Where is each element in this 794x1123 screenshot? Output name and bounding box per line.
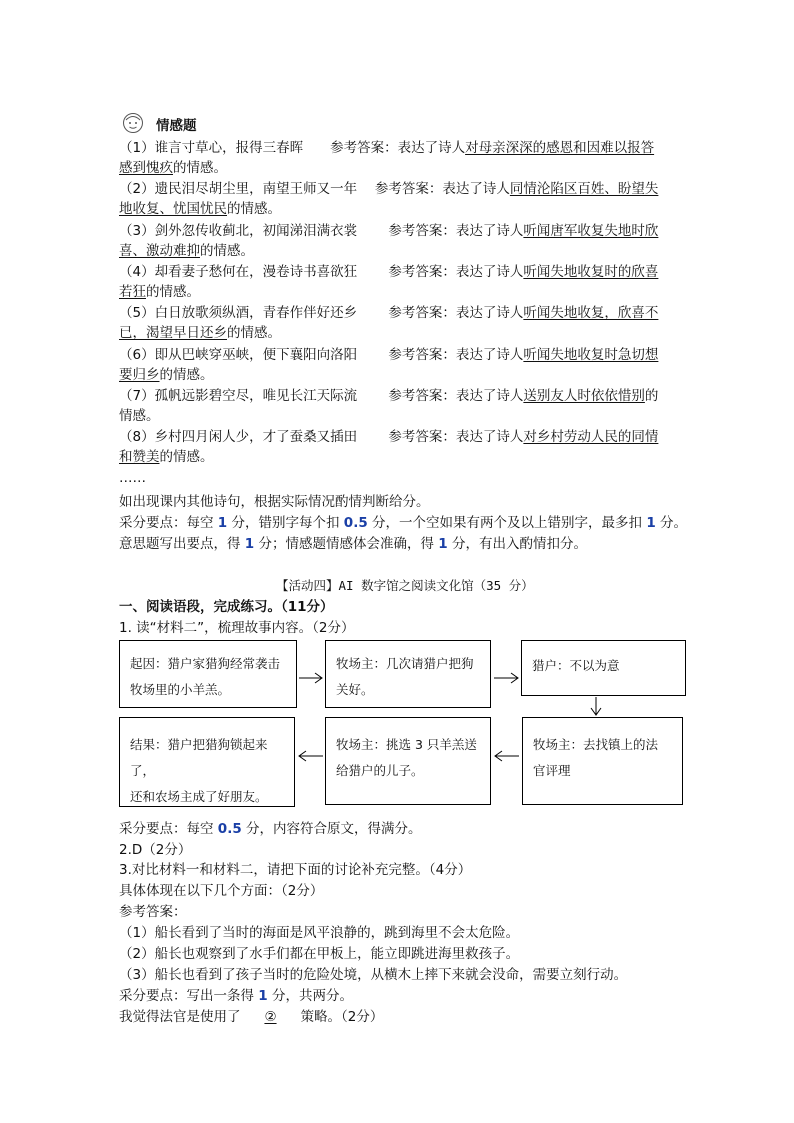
flow-box-hunter: 猎户：不以为意: [521, 640, 686, 696]
note-other-poems: 如出现课内其他诗句，根据实际情况酌情判断给分。: [119, 494, 430, 510]
answer-blank: ②: [264, 1009, 277, 1025]
question-2: 2.D（2分）: [119, 842, 192, 858]
question-1: 1. 读“材料二”，梳理故事内容。（2分）: [119, 620, 355, 636]
answer-item-line1: （4）却看妻子愁何在，漫卷诗书喜欲狂 参考答案：表达了诗人听闻失地收复时的欣喜: [119, 264, 659, 280]
answer-item-line2: 喜、激动难抑的情感。: [119, 243, 254, 259]
question-3: 3.对比材料一和材料二，请把下面的讨论补充完整。（4分）: [119, 862, 472, 878]
activity-title: 【活动四】AI 数字馆之阅读文化馆（35 分）: [276, 578, 534, 593]
scoring-point-4: 采分要点：写出一条得 1 分，共两分。: [119, 988, 353, 1004]
arrow-right-icon: [298, 672, 324, 684]
answer-item-line2: 已，渴望早日还乡的情感。: [119, 325, 281, 341]
answer-item-line1: （6）即从巴峡穿巫峡，便下襄阳向洛阳 参考答案：表达了诗人听闻失地收复时急切想: [119, 347, 659, 363]
flow-box-owner-judge: 牧场主：去找镇上的法 官评理: [522, 717, 683, 805]
flow-box-owner-request: 牧场主：几次请猎户把狗 关好。: [325, 640, 491, 708]
flow-box-cause: 起因：猎户家猎狗经常袭击 牧场里的小羊羔。: [119, 640, 297, 708]
answer-item-line2: 若狂的情感。: [119, 284, 200, 300]
answer-item-line2: 要归乡的情感。: [119, 367, 214, 383]
face-icon: [122, 112, 144, 134]
answer-item-line1: （3）剑外忽传收蓟北，初闻涕泪满衣裳 参考答案：表达了诗人听闻唐军收复失地时欣: [119, 223, 659, 239]
arrow-down-icon: [590, 697, 602, 717]
part-one-title: 一、阅读语段，完成练习。（11分）: [119, 599, 334, 615]
arrow-right-icon: [493, 672, 520, 684]
answer-item-line2: 地收复、忧国忧民的情感。: [119, 201, 281, 217]
arrow-left-icon: [297, 750, 324, 762]
scoring-point-3: 采分要点：每空 0.5 分，内容符合原文，得满分。: [119, 821, 422, 837]
scoring-point-1: 采分要点：每空 1 分，错别字每个扣 0.5 分，一个空如果有两个及以上错别字，最多扣 1 分。: [119, 515, 688, 531]
answer-item-line1: （8）乡村四月闲人少，才了蚕桑又插田 参考答案：表达了诗人对乡村劳动人民的同情: [119, 429, 659, 445]
arrow-left-icon: [493, 750, 520, 762]
answer-item-line1: （7）孤帆远影碧空尽，唯见长江天际流 参考答案：表达了诗人送别友人时依依惜别的: [119, 388, 659, 404]
answer-1: （1）船长看到了当时的海面是风平浪静的，跳到海里不会太危险。: [119, 925, 520, 941]
answer-2: （2）船长也观察到了水手们都在甲板上，能立即跳进海里救孩子。: [119, 946, 520, 962]
judge-strategy-line: 我觉得法官是使用了 ② 策略。（2分）: [119, 1009, 384, 1025]
answer-item-line1: （2）遗民泪尽胡尘里，南望王师又一年 参考答案：表达了诗人同情沦陷区百姓、盼望失: [119, 181, 659, 197]
reference-answer-label: 参考答案：: [119, 904, 187, 920]
answer-item-line1: （1）谁言寸草心，报得三春晖 参考答案：表达了诗人对母亲深深的感恩和因难以报答: [119, 140, 655, 156]
section-title: 情感题: [156, 118, 197, 134]
answer-item-line2: 和赞美的情感。: [119, 449, 214, 465]
scoring-point-2: 意思题写出要点，得 1 分；情感题情感体会准确，得 1 分，有出入酌情扣分。: [119, 536, 587, 552]
question-3-sub: 具体体现在以下几个方面：（2分）: [119, 883, 324, 899]
flow-box-result: 结果：猎户把猎狗锁起来了， 还和农场主成了好朋友。: [119, 717, 295, 807]
ellipsis: ……: [119, 470, 146, 486]
flow-box-owner-gift: 牧场主：挑选 3 只羊羔送 给猎户的儿子。: [325, 717, 491, 805]
answer-3: （3）船长也看到了孩子当时的危险处境，从横木上摔下来就会没命，需要立刻行动。: [119, 967, 628, 983]
answer-item-line1: （5）白日放歌须纵酒，青春作伴好还乡 参考答案：表达了诗人听闻失地收复，欣喜不: [119, 305, 659, 321]
answer-item-line2: 情感。: [119, 408, 160, 424]
answer-item-line2: 感到愧疚的情感。: [119, 160, 227, 176]
